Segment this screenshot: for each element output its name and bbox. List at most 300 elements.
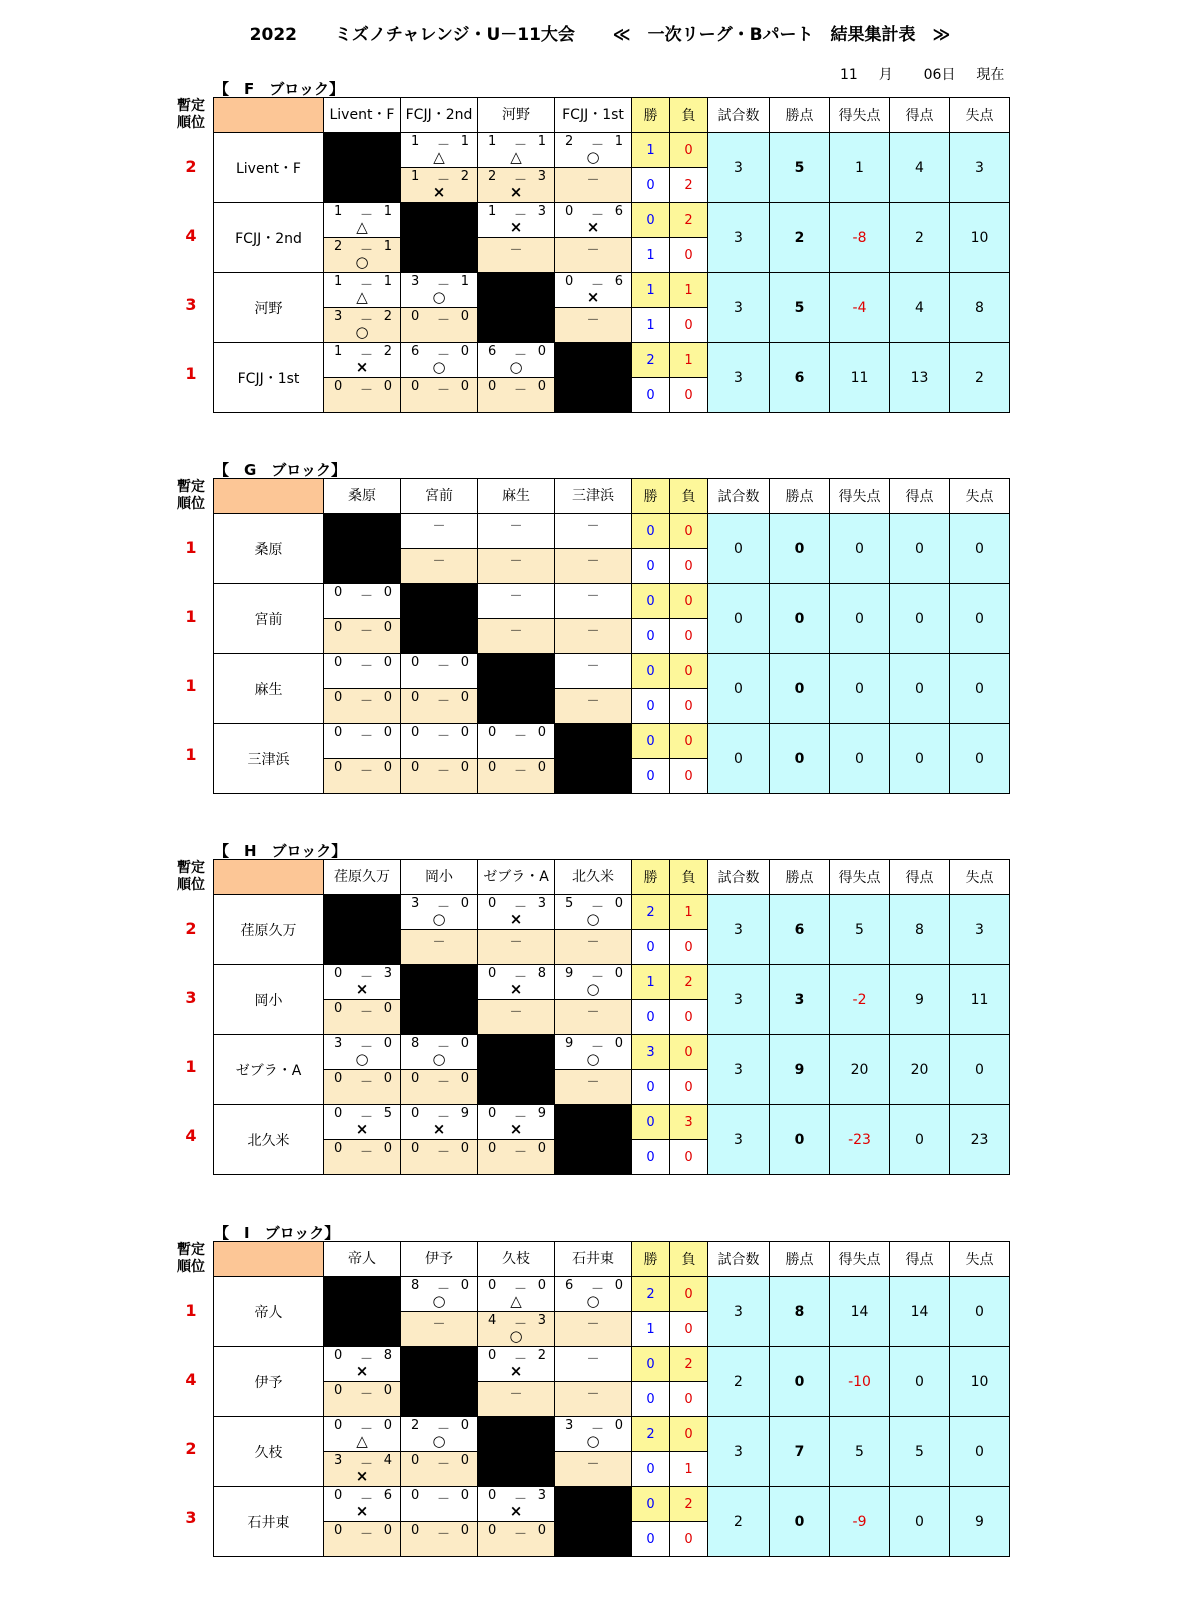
score-value: 0 [488, 1106, 497, 1121]
provisional-rank: 1 [185, 1057, 197, 1076]
column-header-stat: 得失点 [830, 98, 890, 133]
score-dash: － [586, 243, 600, 258]
losses-first [670, 514, 708, 549]
wins-first [632, 1417, 670, 1452]
match-result-second [324, 238, 401, 273]
score-value: 3 [411, 896, 420, 911]
wins-first-value: 0 [646, 1497, 655, 1512]
result-mark-icon: △ [510, 1292, 522, 1310]
score-value: 8 [383, 1348, 392, 1363]
points: 2 [770, 203, 830, 273]
score-value: 3 [411, 274, 420, 289]
wins-first [632, 724, 670, 759]
goals-against: 23 [950, 1105, 1010, 1175]
score-dash: － [514, 208, 528, 223]
losses-second [670, 1382, 708, 1417]
table-row [214, 654, 1010, 689]
score-dash: － [514, 1352, 528, 1367]
result-mark-icon: △ [356, 288, 368, 306]
wins-second [632, 1140, 670, 1175]
match-result-first [401, 1105, 478, 1140]
date-day: 06日 [923, 67, 956, 83]
match-result-second [324, 378, 401, 413]
result-mark-icon: × [355, 1467, 369, 1485]
wins-second-value: 0 [646, 178, 655, 193]
losses-first [670, 343, 708, 378]
result-mark-icon: ○ [355, 253, 369, 271]
score-value: 0 [383, 690, 392, 705]
match-result-first [478, 1277, 555, 1312]
losses-second-value: 0 [684, 1322, 693, 1337]
score-value: 0 [488, 1348, 497, 1363]
wins-second [632, 238, 670, 273]
score-dash: － [586, 935, 600, 950]
score-value: 0 [460, 344, 469, 359]
losses-first-value: 2 [684, 1357, 693, 1372]
score-value: 9 [565, 1036, 574, 1051]
column-header-team: 岡小 [401, 860, 478, 895]
block-label: 【 I ブロック】 [214, 1224, 340, 1242]
losses-second [670, 1000, 708, 1035]
losses-second-value: 1 [684, 1462, 693, 1477]
wins-second [632, 1312, 670, 1347]
score-value: 0 [488, 725, 497, 740]
score-value: 6 [411, 344, 420, 359]
score-dash: － [586, 1352, 600, 1367]
losses-second-value: 0 [684, 559, 693, 574]
score-value: 0 [383, 725, 392, 740]
match-result-first [401, 1487, 478, 1522]
score-value: 8 [537, 966, 546, 981]
wins-second-value: 1 [646, 1322, 655, 1337]
goal-difference: -23 [830, 1105, 890, 1175]
score-value: 0 [334, 1106, 343, 1121]
wins-first [632, 273, 670, 308]
score-dash: － [360, 1005, 374, 1020]
score-dash: － [509, 624, 523, 639]
match-result-second [555, 549, 632, 584]
provisional-rank: 3 [185, 988, 197, 1007]
column-header-stat: 失点 [950, 1242, 1010, 1277]
score-value: 0 [537, 344, 546, 359]
wins-second [632, 378, 670, 413]
column-header-stat: 得失点 [830, 1242, 890, 1277]
points: 0 [770, 654, 830, 724]
score-value: 0 [537, 1278, 546, 1293]
wins-second [632, 759, 670, 794]
score-dash: － [591, 278, 605, 293]
table-row [214, 584, 1010, 619]
column-header-stat: 試合数 [708, 1242, 770, 1277]
score-dash: － [586, 1387, 600, 1402]
corner-cell [214, 479, 324, 514]
score-value: 1 [383, 239, 392, 254]
match-result-first [324, 203, 401, 238]
match-result-second [478, 1140, 555, 1175]
score-value: 2 [334, 239, 343, 254]
score-value: 0 [537, 725, 546, 740]
result-mark-icon: △ [356, 1432, 368, 1450]
wins-second-value: 0 [646, 769, 655, 784]
wins-first [632, 965, 670, 1000]
wins-first-value: 2 [646, 1287, 655, 1302]
column-header-stat: 勝点 [770, 860, 830, 895]
score-value: 8 [411, 1036, 420, 1051]
table-row [214, 203, 1010, 238]
column-header-stat: 得失点 [830, 860, 890, 895]
losses-second-value: 2 [684, 178, 693, 193]
match-result-second [555, 930, 632, 965]
rank-header: 暫定順位 [177, 860, 205, 893]
self-match-cell [324, 895, 401, 965]
wins-first [632, 1347, 670, 1382]
self-match-cell [324, 514, 401, 584]
score-value: 0 [383, 1383, 392, 1398]
wins-second-value: 0 [646, 559, 655, 574]
match-result-first [324, 1417, 401, 1452]
goals-against: 8 [950, 273, 1010, 343]
losses-first-value: 2 [684, 213, 693, 228]
score-value: 0 [334, 1348, 343, 1363]
score-value: 0 [411, 690, 420, 705]
goals-for: 9 [890, 965, 950, 1035]
score-value: 3 [537, 1488, 546, 1503]
score-dash: － [360, 589, 374, 604]
provisional-rank: 4 [185, 226, 197, 245]
score-dash: － [360, 1145, 374, 1160]
score-value: 0 [488, 379, 497, 394]
score-value: 0 [614, 1278, 623, 1293]
score-value: 3 [565, 1418, 574, 1433]
games-played: 3 [708, 965, 770, 1035]
score-value: 0 [460, 379, 469, 394]
score-dash: － [509, 554, 523, 569]
wins-second-value: 0 [646, 699, 655, 714]
match-result-first [555, 1347, 632, 1382]
losses-first-value: 0 [684, 1427, 693, 1442]
losses-second [670, 1452, 708, 1487]
column-header-stat: 得点 [890, 1242, 950, 1277]
wins-second [632, 1382, 670, 1417]
page-title [0, 20, 1200, 45]
goals-against: 11 [950, 965, 1010, 1035]
column-header-stat: 負 [670, 1242, 708, 1277]
column-header-team: ゼブラ・A [478, 860, 555, 895]
score-value: 0 [383, 379, 392, 394]
column-header-stat: 勝点 [770, 98, 830, 133]
goals-for: 20 [890, 1035, 950, 1105]
goal-difference: 0 [830, 514, 890, 584]
games-played: 3 [708, 1105, 770, 1175]
match-result-first [401, 895, 478, 930]
match-result-second [478, 238, 555, 273]
wins-second-value: 0 [646, 1462, 655, 1477]
block-label: 【 F ブロック】 [214, 80, 344, 98]
corner-cell [214, 1242, 324, 1277]
score-dash: － [360, 764, 374, 779]
column-header-team: 石井東 [555, 1242, 632, 1277]
games-played: 0 [708, 654, 770, 724]
goal-difference: 14 [830, 1277, 890, 1347]
score-dash: － [437, 278, 451, 293]
result-mark-icon: × [509, 1362, 523, 1380]
losses-first-value: 1 [684, 353, 693, 368]
date-status: 現在 [976, 67, 1005, 83]
provisional-rank: 4 [185, 1126, 197, 1145]
score-value: 3 [537, 169, 546, 184]
score-dash: － [437, 313, 451, 328]
score-dash: － [360, 1422, 374, 1437]
score-value: 2 [411, 1418, 420, 1433]
match-result-second [401, 1140, 478, 1175]
score-dash: － [360, 1527, 374, 1542]
games-played: 3 [708, 1277, 770, 1347]
date-month-unit: 月 [878, 67, 893, 83]
score-dash: － [360, 659, 374, 674]
losses-first [670, 895, 708, 930]
wins-first-value: 3 [646, 1045, 655, 1060]
table-row [214, 133, 1010, 168]
losses-second [670, 549, 708, 584]
table-row [214, 724, 1010, 759]
match-result-second [478, 1382, 555, 1417]
goals-against: 0 [950, 1417, 1010, 1487]
match-result-second [401, 1312, 478, 1347]
column-header-stat: 勝 [632, 1242, 670, 1277]
provisional-rank: 1 [185, 745, 197, 764]
score-value: 0 [460, 1036, 469, 1051]
column-header-stat: 得点 [890, 860, 950, 895]
row-team-name: FCJJ・1st [214, 343, 324, 413]
score-value: 0 [383, 585, 392, 600]
goals-against: 3 [950, 895, 1010, 965]
wins-first [632, 133, 670, 168]
score-value: 0 [383, 1071, 392, 1086]
score-value: 9 [460, 1106, 469, 1121]
goals-for: 2 [890, 203, 950, 273]
match-result-first [555, 273, 632, 308]
column-header-team: 麻生 [478, 479, 555, 514]
match-result-second [478, 549, 555, 584]
score-value: 0 [334, 1488, 343, 1503]
score-dash: － [437, 1110, 451, 1125]
row-team-name: 麻生 [214, 654, 324, 724]
losses-second [670, 1312, 708, 1347]
score-value: 0 [334, 1418, 343, 1433]
score-value: 3 [383, 966, 392, 981]
column-header-team: 河野 [478, 98, 555, 133]
match-result-first [555, 514, 632, 549]
row-team-name: ゼブラ・A [214, 1035, 324, 1105]
score-value: 0 [411, 309, 420, 324]
losses-first [670, 273, 708, 308]
column-header-stat: 得点 [890, 479, 950, 514]
wins-first-value: 0 [646, 594, 655, 609]
score-dash: － [514, 729, 528, 744]
column-header-team: 帝人 [324, 1242, 401, 1277]
score-dash: － [437, 1457, 451, 1472]
score-dash: － [509, 935, 523, 950]
goal-difference: -4 [830, 273, 890, 343]
score-value: 0 [565, 274, 574, 289]
losses-second-value: 0 [684, 388, 693, 403]
wins-first-value: 1 [646, 975, 655, 990]
column-header-team: 宮前 [401, 479, 478, 514]
result-mark-icon: △ [433, 148, 445, 166]
result-mark-icon: × [586, 288, 600, 306]
losses-first-value: 3 [684, 1115, 693, 1130]
column-header-stat: 失点 [950, 479, 1010, 514]
match-result-second [324, 689, 401, 724]
score-dash: － [514, 383, 528, 398]
score-dash: － [360, 624, 374, 639]
result-mark-icon: × [509, 183, 523, 201]
wins-second [632, 1452, 670, 1487]
score-value: 0 [334, 585, 343, 600]
score-value: 3 [334, 1453, 343, 1468]
score-value: 2 [488, 169, 497, 184]
score-value: 0 [488, 896, 497, 911]
score-value: 0 [488, 760, 497, 775]
score-value: 0 [334, 966, 343, 981]
games-played: 3 [708, 343, 770, 413]
wins-first [632, 895, 670, 930]
wins-first-value: 2 [646, 353, 655, 368]
match-result-second [478, 378, 555, 413]
self-match-cell [555, 1105, 632, 1175]
wins-first-value: 1 [646, 283, 655, 298]
losses-second-value: 0 [684, 1150, 693, 1165]
score-value: 0 [537, 1523, 546, 1538]
wins-first-value: 0 [646, 213, 655, 228]
match-result-first [324, 1035, 401, 1070]
goal-difference: 0 [830, 584, 890, 654]
score-dash: － [437, 694, 451, 709]
match-result-first [478, 1347, 555, 1382]
wins-second [632, 619, 670, 654]
corner-cell [214, 98, 324, 133]
score-dash: － [360, 1075, 374, 1090]
column-header-stat: 失点 [950, 98, 1010, 133]
self-match-cell [555, 343, 632, 413]
match-result-second [401, 759, 478, 794]
score-value: 5 [383, 1106, 392, 1121]
score-dash: － [586, 589, 600, 604]
losses-second [670, 168, 708, 203]
score-value: 9 [537, 1106, 546, 1121]
score-value: 2 [383, 309, 392, 324]
games-played: 2 [708, 1347, 770, 1417]
match-result-second [555, 168, 632, 203]
wins-second [632, 549, 670, 584]
score-value: 1 [334, 344, 343, 359]
table-row [214, 965, 1010, 1000]
score-value: 3 [334, 309, 343, 324]
table-row [214, 273, 1010, 308]
score-value: 0 [383, 760, 392, 775]
score-value: 1 [488, 204, 497, 219]
wins-first [632, 203, 670, 238]
score-value: 0 [411, 655, 420, 670]
block-2 [176, 840, 1036, 1170]
score-value: 0 [488, 1488, 497, 1503]
column-header-stat: 負 [670, 860, 708, 895]
score-value: 3 [537, 204, 546, 219]
wins-first-value: 0 [646, 1115, 655, 1130]
match-result-first [324, 584, 401, 619]
match-result-second [324, 1522, 401, 1557]
score-dash: － [360, 694, 374, 709]
rank-header: 暫定順位 [177, 1242, 205, 1275]
provisional-rank: 1 [185, 676, 197, 695]
losses-second [670, 308, 708, 343]
column-header-stat: 試合数 [708, 479, 770, 514]
goals-for: 5 [890, 1417, 950, 1487]
wins-first-value: 0 [646, 524, 655, 539]
score-value: 0 [383, 655, 392, 670]
goal-difference: 5 [830, 1417, 890, 1487]
table-row [214, 514, 1010, 549]
column-header-stat: 負 [670, 479, 708, 514]
goals-against: 10 [950, 203, 1010, 273]
score-dash: － [432, 935, 446, 950]
result-mark-icon: × [509, 218, 523, 236]
score-value: 0 [383, 1523, 392, 1538]
match-result-second [555, 1000, 632, 1035]
goals-for: 0 [890, 1347, 950, 1417]
wins-first-value: 0 [646, 1357, 655, 1372]
wins-second [632, 1070, 670, 1105]
rank-header: 暫定順位 [177, 98, 205, 131]
provisional-rank: 3 [185, 295, 197, 314]
match-result-first [478, 1487, 555, 1522]
match-result-second [401, 689, 478, 724]
score-value: 0 [460, 1488, 469, 1503]
wins-second-value: 0 [646, 1392, 655, 1407]
score-value: 4 [488, 1313, 497, 1328]
score-dash: － [437, 1040, 451, 1055]
score-value: 2 [383, 344, 392, 359]
match-result-second [555, 1070, 632, 1105]
score-dash: － [514, 1110, 528, 1125]
match-result-first [555, 895, 632, 930]
result-mark-icon: × [355, 980, 369, 998]
score-value: 0 [383, 620, 392, 635]
goals-for: 0 [890, 1487, 950, 1557]
points: 9 [770, 1035, 830, 1105]
title-part: ≪ 一次リーグ・Bパート 結果集計表 ≫ [612, 25, 951, 45]
match-result-first [324, 343, 401, 378]
match-result-second [324, 759, 401, 794]
score-value: 1 [383, 274, 392, 289]
self-match-cell [478, 1035, 555, 1105]
score-dash: － [591, 138, 605, 153]
goal-difference: 5 [830, 895, 890, 965]
score-value: 0 [460, 1453, 469, 1468]
score-dash: － [586, 173, 600, 188]
score-value: 0 [334, 725, 343, 740]
match-result-first [478, 724, 555, 759]
score-value: 0 [460, 690, 469, 705]
losses-first-value: 1 [684, 283, 693, 298]
score-value: 0 [334, 1523, 343, 1538]
match-result-second [324, 1452, 401, 1487]
points: 5 [770, 273, 830, 343]
row-team-name: FCJJ・2nd [214, 203, 324, 273]
table-row [214, 1347, 1010, 1382]
score-value: 3 [334, 1036, 343, 1051]
match-result-first [324, 654, 401, 689]
